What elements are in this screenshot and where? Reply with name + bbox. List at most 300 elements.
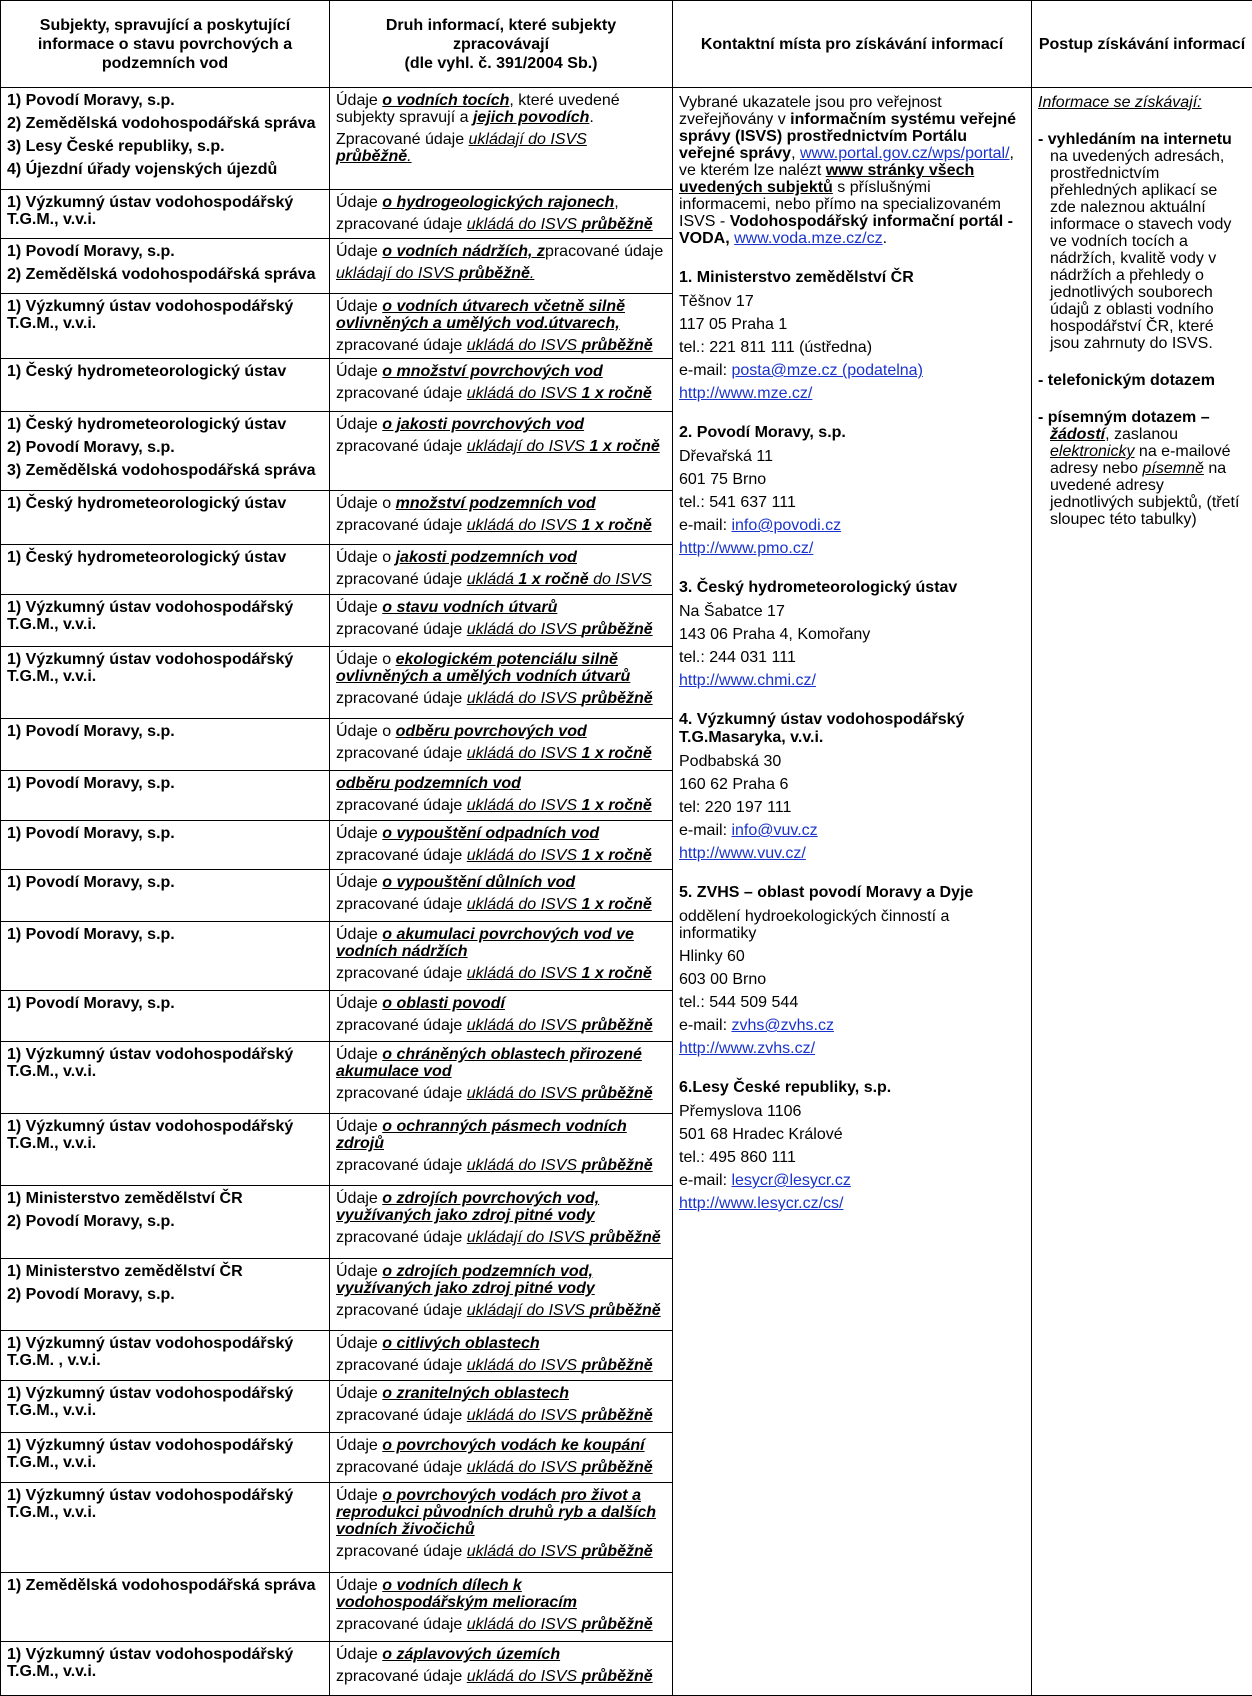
contact-block bbox=[679, 1079, 1025, 1212]
info-type-cell bbox=[330, 1041, 673, 1113]
storage-target-text: ukládá do ISVS bbox=[466, 1459, 582, 1477]
info-text: Údaje bbox=[336, 824, 383, 842]
contact-name: 1. Ministerstvo zemědělství ČR bbox=[679, 269, 914, 286]
storage-target-text: . bbox=[407, 148, 412, 165]
subject-name: 1) Český hydrometeorologický ústav bbox=[7, 548, 287, 566]
info-topic: o stavu vodních útvarů bbox=[382, 599, 558, 617]
storage-note bbox=[336, 797, 666, 814]
storage-note bbox=[336, 337, 666, 354]
web-link[interactable]: http://www.pmo.cz/ bbox=[679, 540, 814, 557]
info-type-cell bbox=[330, 1331, 673, 1381]
storage-text: zpracované údaje bbox=[336, 1229, 467, 1247]
contact-email-line bbox=[679, 822, 1025, 839]
intro-isvs: informačním systému veřejné správy (ISVS) prostřednictvím Portálu veřejné správy bbox=[679, 111, 1017, 162]
storage-target-text: ukládá do ISVS bbox=[466, 1084, 582, 1102]
storage-target-text: ukládají do ISVS bbox=[466, 1301, 590, 1319]
info-text: Údaje bbox=[336, 362, 383, 380]
written-electronic: elektronicky bbox=[1050, 443, 1135, 460]
storage-text: zpracované údaje bbox=[336, 1357, 467, 1374]
storage-target bbox=[467, 517, 652, 534]
info-description bbox=[336, 1577, 666, 1611]
contact-line: tel: 220 197 111 bbox=[679, 799, 792, 816]
storage-note bbox=[336, 896, 666, 913]
storage-text: zpracované údaje bbox=[336, 846, 467, 864]
subject-name: 1) Povodí Moravy, s.p. bbox=[7, 723, 175, 741]
contact-blocks bbox=[679, 269, 1025, 1212]
subject-name: 1) Český hydrometeorologický ústav bbox=[7, 494, 287, 512]
storage-target bbox=[467, 1157, 653, 1174]
info-topic: o citlivých oblastech bbox=[382, 1335, 540, 1352]
storage-target bbox=[467, 1302, 661, 1319]
contact-line: 117 05 Praha 1 bbox=[679, 316, 788, 333]
storage-note bbox=[336, 385, 666, 402]
storage-frequency: průběžně bbox=[581, 1615, 653, 1633]
info-type-cell bbox=[330, 921, 673, 990]
storage-target-text: ukládá do ISVS bbox=[466, 1615, 582, 1633]
header-info-type-line1: Druh informací, které subjekty zpracovávají bbox=[385, 16, 617, 53]
info-description bbox=[336, 549, 666, 566]
storage-note bbox=[336, 1017, 666, 1034]
storage-target-text: ukládá do ISVS bbox=[466, 1157, 582, 1175]
subject-name: 1) Povodí Moravy, s.p. bbox=[7, 995, 175, 1013]
contacts-intro bbox=[679, 94, 1025, 247]
info-type-cell bbox=[330, 719, 673, 771]
storage-frequency: průběžně bbox=[336, 148, 408, 165]
info-text: Údaje bbox=[336, 925, 383, 943]
contact-line: tel.: 495 860 111 bbox=[679, 1149, 796, 1166]
contact-web-line bbox=[679, 1195, 1025, 1212]
info-type-cell bbox=[330, 238, 673, 293]
subject-name: 1) Výzkumný ústav vodohospodářský T.G.M., v.v.i. bbox=[7, 1646, 294, 1681]
contact-line: 143 06 Praha 4, Komořany bbox=[679, 626, 871, 643]
contact-web-line bbox=[679, 540, 1025, 557]
subject-name: 1) Výzkumný ústav vodohospodářský T.G.M., v.v.i. bbox=[7, 1437, 294, 1472]
storage-note bbox=[336, 1407, 666, 1424]
info-type-cell bbox=[330, 1186, 673, 1258]
storage-target bbox=[467, 847, 652, 864]
subjects-cell bbox=[1, 647, 330, 719]
storage-text: zpracované údaje bbox=[336, 745, 467, 763]
storage-text: zpracované údaje bbox=[336, 1615, 467, 1633]
storage-note bbox=[336, 1229, 666, 1246]
contact-name: 6.Lesy České republiky, s.p. bbox=[679, 1079, 892, 1096]
storage-target bbox=[467, 1407, 653, 1424]
info-text: Údaje bbox=[336, 1384, 383, 1402]
subject-name: 1) Povodí Moravy, s.p. bbox=[7, 242, 175, 260]
subject-name: 1) Povodí Moravy, s.p. bbox=[7, 925, 175, 943]
intro-voda-portal: Vodohospodářský informační portál - VODA, bbox=[679, 213, 1013, 247]
storage-target bbox=[467, 1017, 653, 1034]
contact-line: oddělení hydroekologických činností a informatiky bbox=[679, 908, 950, 942]
info-description bbox=[336, 775, 666, 792]
storage-frequency: 1 x ročně bbox=[581, 846, 652, 864]
storage-target bbox=[467, 1085, 653, 1102]
storage-target-text: ukládají do ISVS bbox=[466, 438, 590, 456]
info-type-cell bbox=[330, 544, 673, 595]
subjects-cell bbox=[1, 1114, 330, 1186]
subjects-cell bbox=[1, 1433, 330, 1483]
info-description bbox=[336, 243, 666, 260]
storage-frequency: průběžně bbox=[581, 1542, 653, 1560]
info-text: Údaje bbox=[336, 297, 383, 315]
storage-target-text: ukládají do ISVS bbox=[336, 264, 459, 282]
storage-target bbox=[336, 265, 534, 282]
intro-text: , bbox=[791, 145, 800, 162]
subjects-cell bbox=[1, 820, 330, 870]
info-description bbox=[336, 1385, 666, 1402]
storage-text: zpracované údaje bbox=[336, 1459, 467, 1477]
subject-name: 1) Výzkumný ústav vodohospodářský T.G.M., v.v.i. bbox=[7, 1118, 294, 1153]
storage-text: zpracované údaje bbox=[336, 1017, 467, 1035]
info-description bbox=[336, 723, 666, 740]
info-type-cell bbox=[330, 1572, 673, 1641]
written-text: na uvedené adresy jednotlivých subjektů, (třetí sloupec této tabulky) bbox=[1050, 460, 1240, 528]
procedure-cell bbox=[1032, 88, 1252, 1696]
subject-name: 2) Povodí Moravy, s.p. bbox=[7, 1213, 175, 1231]
storage-target-text: ukládá do ISVS bbox=[466, 690, 582, 707]
storage-note bbox=[336, 1357, 666, 1374]
subject-name: 2) Povodí Moravy, s.p. bbox=[7, 439, 175, 457]
contact-block bbox=[679, 269, 1025, 402]
contact-name: 5. ZVHS – oblast povodí Moravy a Dyje bbox=[679, 884, 974, 901]
email-link[interactable]: info@povodi.cz bbox=[731, 517, 842, 534]
subject-name: 1) Výzkumný ústav vodohospodářský T.G.M., v.v.i. bbox=[7, 1045, 294, 1080]
contact-line: Hlinky 60 bbox=[679, 948, 745, 965]
info-topic: o množství povrchových vod bbox=[382, 362, 603, 380]
info-description bbox=[336, 1263, 666, 1297]
subject-name: 1) Výzkumný ústav vodohospodářský T.G.M., v.v.i. bbox=[7, 194, 294, 229]
storage-note bbox=[336, 621, 666, 638]
contact-line: 603 00 Brno bbox=[679, 971, 767, 988]
header-subjects: Subjekty, spravující a poskytující informace o stavu povrchových a podzemních vod bbox=[1, 1, 330, 88]
storage-target-text: ukládá do ISVS bbox=[466, 516, 582, 534]
storage-text: zpracované údaje bbox=[336, 1406, 467, 1424]
storage-text: zpracované údaje bbox=[336, 964, 467, 982]
storage-target-text: ukládá do ISVS bbox=[466, 216, 582, 234]
info-topic: o zranitelných oblastech bbox=[382, 1384, 569, 1402]
email-link[interactable]: info@vuv.cz bbox=[731, 822, 818, 839]
storage-target bbox=[467, 385, 652, 402]
subject-name: 1) Povodí Moravy, s.p. bbox=[7, 824, 175, 842]
procedure-written-heading: - písemným dotazem – bbox=[1038, 409, 1210, 426]
subject-name: 1) Výzkumný ústav vodohospodářský T.G.M., v.v.i. bbox=[7, 1486, 294, 1521]
info-topic: o akumulaci povrchových vod ve vodních nádržích bbox=[336, 925, 634, 960]
subjects-cell bbox=[1, 190, 330, 239]
info-text: , které uvedené subjekty spravují a bbox=[336, 92, 620, 126]
info-text: . bbox=[589, 109, 594, 126]
storage-text: zpracované údaje bbox=[336, 516, 467, 534]
storage-text: Zpracované údaje bbox=[336, 131, 469, 148]
contact-line: tel.: 221 811 111 (ústředna) bbox=[679, 339, 873, 356]
subject-name: 1) Výzkumný ústav vodohospodářský T.G.M. , v.v.i. bbox=[7, 1335, 294, 1369]
contact-line: Přemyslova 1106 bbox=[679, 1103, 802, 1120]
info-text: Údaje o bbox=[336, 651, 396, 668]
intro-text: , ve kterém lze nalézt bbox=[679, 145, 1014, 179]
procedure-intro: Informace se získávají: bbox=[1038, 94, 1202, 111]
subject-name: 1) Český hydrometeorologický ústav bbox=[7, 362, 287, 380]
storage-frequency: průběžně bbox=[581, 216, 653, 234]
storage-target-text: ukládá do ISVS bbox=[466, 1357, 582, 1374]
storage-target bbox=[467, 797, 652, 814]
info-topic: o hydrogeologických rajonech bbox=[382, 194, 615, 212]
storage-frequency: 1 x ročně bbox=[581, 516, 652, 534]
subject-name: 1) Výzkumný ústav vodohospodářský T.G.M., v.v.i. bbox=[7, 599, 294, 634]
contact-name: 3. Český hydrometeorologický ústav bbox=[679, 579, 958, 596]
storage-text: zpracované údaje bbox=[336, 1542, 467, 1560]
storage-note bbox=[336, 847, 666, 864]
contact-line: tel.: 244 031 111 bbox=[679, 649, 796, 666]
storage-frequency: 1 x ročně bbox=[589, 438, 660, 456]
storage-frequency: průběžně bbox=[581, 1459, 653, 1477]
info-topic: odběru podzemních vod bbox=[336, 774, 521, 792]
subject-name: 1) Povodí Moravy, s.p. bbox=[7, 92, 175, 109]
subjects-cell bbox=[1, 770, 330, 820]
contact-line: 501 68 Hradec Králové bbox=[679, 1126, 843, 1143]
info-description bbox=[336, 1118, 666, 1152]
contact-line: Na Šabatce 17 bbox=[679, 603, 785, 620]
written-text: , zaslanou bbox=[1105, 426, 1179, 443]
info-topic: o jakosti povrchových vod bbox=[382, 416, 585, 434]
info-type-cell bbox=[330, 595, 673, 647]
storage-target-text: ukládá do ISVS bbox=[466, 745, 582, 763]
subjects-cell bbox=[1, 1331, 330, 1381]
web-link[interactable]: http://www.chmi.cz/ bbox=[679, 672, 816, 689]
web-link[interactable]: http://www.vuv.cz/ bbox=[679, 845, 806, 862]
info-text: Údaje o bbox=[336, 723, 396, 741]
info-type-cell bbox=[330, 870, 673, 922]
storage-target-text: ukládá do ISVS bbox=[466, 1406, 582, 1424]
subjects-cell bbox=[1, 921, 330, 990]
info-topic: o vodních tocích bbox=[382, 92, 510, 109]
info-text: Údaje bbox=[336, 599, 383, 617]
header-row bbox=[1, 1, 1252, 88]
info-description bbox=[336, 1487, 666, 1538]
storage-note bbox=[336, 1616, 666, 1633]
info-topic: o vodních útvarech včetně silně ovlivněných a umělých vod.útvarech, bbox=[336, 297, 625, 332]
info-description bbox=[336, 1190, 666, 1224]
info-type-cell bbox=[330, 1380, 673, 1433]
subjects-cell bbox=[1, 870, 330, 922]
email-label: e-mail: bbox=[679, 517, 732, 534]
storage-target-text: ukládá do ISVS bbox=[466, 384, 582, 402]
intro-text: s příslušnými informacemi, nebo přímo na specializovaném ISVS - bbox=[679, 179, 1001, 230]
storage-target bbox=[467, 1357, 653, 1374]
storage-target bbox=[467, 438, 660, 455]
subjects-cell bbox=[1, 88, 330, 190]
info-type-cell bbox=[330, 770, 673, 820]
info-topic: o vodních nádržích, z bbox=[382, 242, 545, 260]
info-text: , bbox=[614, 194, 619, 212]
info-description bbox=[336, 298, 666, 332]
subjects-cell bbox=[1, 1642, 330, 1696]
contact-line: tel.: 544 509 544 bbox=[679, 994, 799, 1011]
storage-target-text: ukládá do ISVS bbox=[466, 896, 582, 914]
storage-frequency: průběžně bbox=[589, 1229, 661, 1247]
storage-note bbox=[336, 1085, 666, 1102]
storage-target-text: ukládají do ISVS bbox=[468, 131, 587, 148]
subject-name: 1) Výzkumný ústav vodohospodářský T.G.M., v.v.i. bbox=[7, 297, 294, 332]
contact-line: Dřevařská 11 bbox=[679, 448, 773, 465]
info-topic: o zdrojích podzemních vod, využívaných jako zdroj pitné vody bbox=[336, 1262, 595, 1297]
contact-email-line bbox=[679, 1172, 1025, 1189]
info-type-cell bbox=[330, 190, 673, 239]
subject-name: 1) Výzkumný ústav vodohospodářský T.G.M., v.v.i. bbox=[7, 1384, 294, 1419]
subjects-cell bbox=[1, 1186, 330, 1258]
subjects-cell bbox=[1, 490, 330, 544]
contact-line: Těšnov 17 bbox=[679, 293, 754, 310]
storage-note bbox=[336, 1302, 666, 1319]
storage-frequency: 1 x ročně bbox=[581, 964, 652, 982]
subject-name: 3) Lesy České republiky, s.p. bbox=[7, 138, 225, 155]
storage-text: zpracované údaje bbox=[336, 570, 467, 588]
info-description bbox=[336, 874, 666, 891]
storage-text: zpracované údaje bbox=[336, 1157, 467, 1175]
intro-text: . bbox=[882, 230, 888, 247]
info-text: Údaje bbox=[336, 1190, 383, 1208]
storage-text: zpracované údaje bbox=[336, 896, 467, 914]
voda-link[interactable]: www.voda.mze.cz/cz bbox=[734, 230, 883, 247]
storage-text: zpracované údaje bbox=[336, 690, 467, 707]
storage-note bbox=[336, 438, 666, 455]
storage-target-text: ukládá do ISVS bbox=[466, 796, 582, 814]
contact-block bbox=[679, 711, 1025, 862]
storage-target bbox=[467, 965, 652, 982]
procedure-written bbox=[1038, 409, 1246, 528]
procedure-internet-heading: - vyhledáním na internetu bbox=[1038, 131, 1232, 148]
storage-frequency: průběžně bbox=[581, 336, 653, 354]
info-text: Údaje bbox=[336, 1118, 383, 1136]
subjects-cell bbox=[1, 1258, 330, 1330]
contact-email-line bbox=[679, 1017, 1025, 1034]
subjects-cell bbox=[1, 358, 330, 412]
storage-frequency: průběžně bbox=[581, 1157, 653, 1175]
info-text: Údaje o bbox=[336, 494, 396, 512]
subjects-cell bbox=[1, 238, 330, 293]
subjects-cell bbox=[1, 719, 330, 771]
subjects-cell bbox=[1, 1572, 330, 1641]
info-topic: o povrchových vodách pro život a reprodukci původních druhů ryb a dalších vodních živočichů bbox=[336, 1486, 657, 1538]
info-description bbox=[336, 825, 666, 842]
contact-name: 4. Výzkumný ústav vodohospodářský T.G.Masaryka, v.v.i. bbox=[679, 711, 965, 746]
info-type-cell bbox=[330, 1642, 673, 1696]
storage-note bbox=[336, 265, 666, 282]
header-contacts: Kontaktní místa pro získávání informací bbox=[673, 1, 1032, 88]
storage-frequency: průběžně bbox=[458, 264, 530, 282]
info-description bbox=[336, 1046, 666, 1080]
storage-target bbox=[467, 1229, 661, 1246]
info-description bbox=[336, 651, 666, 685]
info-description bbox=[336, 599, 666, 616]
subjects-cell bbox=[1, 1380, 330, 1433]
info-text: Údaje bbox=[336, 242, 383, 260]
info-type-cell bbox=[330, 1258, 673, 1330]
contact-block bbox=[679, 579, 1025, 689]
email-link[interactable]: lesycr@lesycr.cz bbox=[731, 1172, 851, 1189]
contacts-cell bbox=[673, 88, 1032, 1696]
info-topic: jakosti podzemních vod bbox=[395, 548, 577, 566]
email-link[interactable]: posta@mze.cz (podatelna) bbox=[731, 362, 923, 379]
contact-web-line bbox=[679, 1040, 1025, 1057]
contact-line: 160 62 Praha 6 bbox=[679, 776, 789, 793]
web-link[interactable]: http://www.lesycr.cz/cs/ bbox=[679, 1195, 844, 1212]
web-link[interactable]: http://www.mze.cz/ bbox=[679, 385, 813, 402]
info-description bbox=[336, 1335, 666, 1352]
info-topic: jejich povodích bbox=[472, 109, 590, 126]
contact-web-line bbox=[679, 385, 1025, 402]
info-type-cell bbox=[330, 647, 673, 719]
storage-target bbox=[467, 1543, 653, 1560]
storage-target bbox=[467, 1668, 653, 1685]
info-topic: o vodních dílech k vodohospodářským melioracím bbox=[336, 1576, 577, 1611]
storage-frequency: průběžně bbox=[581, 1017, 653, 1035]
storage-target-text: ukládá bbox=[466, 570, 519, 588]
storage-note bbox=[336, 1543, 666, 1560]
storage-target bbox=[467, 571, 652, 588]
web-link[interactable]: http://www.zvhs.cz/ bbox=[679, 1040, 816, 1057]
portal-link[interactable]: www.portal.gov.cz/wps/portal/ bbox=[799, 145, 1010, 162]
info-topic: o ochranných pásmech vodních zdrojů bbox=[336, 1118, 627, 1153]
info-description bbox=[336, 92, 666, 126]
subject-name: 1) Povodí Moravy, s.p. bbox=[7, 774, 175, 792]
info-text: Údaje bbox=[336, 1646, 383, 1664]
info-text: Údaje bbox=[336, 1262, 383, 1280]
procedure-phone-heading: - telefonickým dotazem bbox=[1038, 372, 1215, 389]
subjects-cell bbox=[1, 1482, 330, 1572]
header-procedure: Postup získávání informací bbox=[1032, 1, 1252, 88]
storage-target bbox=[467, 745, 652, 762]
info-type-cell bbox=[330, 293, 673, 358]
subject-name: 2) Zemědělská vodohospodářská správa bbox=[7, 265, 316, 283]
info-description bbox=[336, 1646, 666, 1663]
subject-name: 2) Povodí Moravy, s.p. bbox=[7, 1285, 175, 1303]
email-link[interactable]: zvhs@zvhs.cz bbox=[731, 1017, 834, 1034]
info-type-cell bbox=[330, 820, 673, 870]
subject-name: 1) Zemědělská vodohospodářská správa bbox=[7, 1576, 316, 1594]
storage-text: zpracované údaje bbox=[336, 1301, 467, 1319]
info-description bbox=[336, 495, 666, 512]
subjects-cell bbox=[1, 1041, 330, 1113]
storage-target bbox=[467, 690, 653, 707]
storage-frequency: průběžně bbox=[581, 621, 653, 639]
written-text: na e-mailové adresy nebo bbox=[1050, 443, 1231, 477]
subjects-cell bbox=[1, 595, 330, 647]
storage-target bbox=[467, 216, 653, 233]
info-text: Údaje bbox=[336, 995, 383, 1013]
storage-note bbox=[336, 690, 666, 707]
written-request: žádostí bbox=[1050, 426, 1106, 443]
header-info-type bbox=[330, 1, 673, 88]
storage-target-text: ukládá do ISVS bbox=[466, 1542, 582, 1560]
storage-target-text: ukládá do ISVS bbox=[466, 846, 582, 864]
contact-web-line bbox=[679, 845, 1025, 862]
storage-target-text: ukládá do ISVS bbox=[466, 336, 582, 354]
info-text: pracované údaje bbox=[544, 242, 664, 260]
storage-note bbox=[336, 517, 666, 534]
contact-line: tel.: 541 637 111 bbox=[679, 494, 796, 511]
contact-block bbox=[679, 424, 1025, 557]
info-topic: o zdrojích povrchových vod, využívaných jako zdroj pitné vody bbox=[336, 1190, 600, 1225]
header-info-type-line2: (dle vyhl. č. 391/2004 Sb.) bbox=[404, 54, 598, 72]
contact-block bbox=[679, 884, 1025, 1057]
email-label: e-mail: bbox=[679, 1172, 732, 1189]
procedure-written-desc bbox=[1038, 426, 1246, 528]
storage-target bbox=[467, 1459, 653, 1476]
info-topic: o záplavových územích bbox=[382, 1646, 561, 1664]
info-topic: množství podzemních vod bbox=[395, 494, 596, 512]
storage-target-text: ukládá do ISVS bbox=[466, 1017, 582, 1035]
info-type-cell bbox=[330, 1482, 673, 1572]
info-text: Údaje bbox=[336, 92, 383, 109]
